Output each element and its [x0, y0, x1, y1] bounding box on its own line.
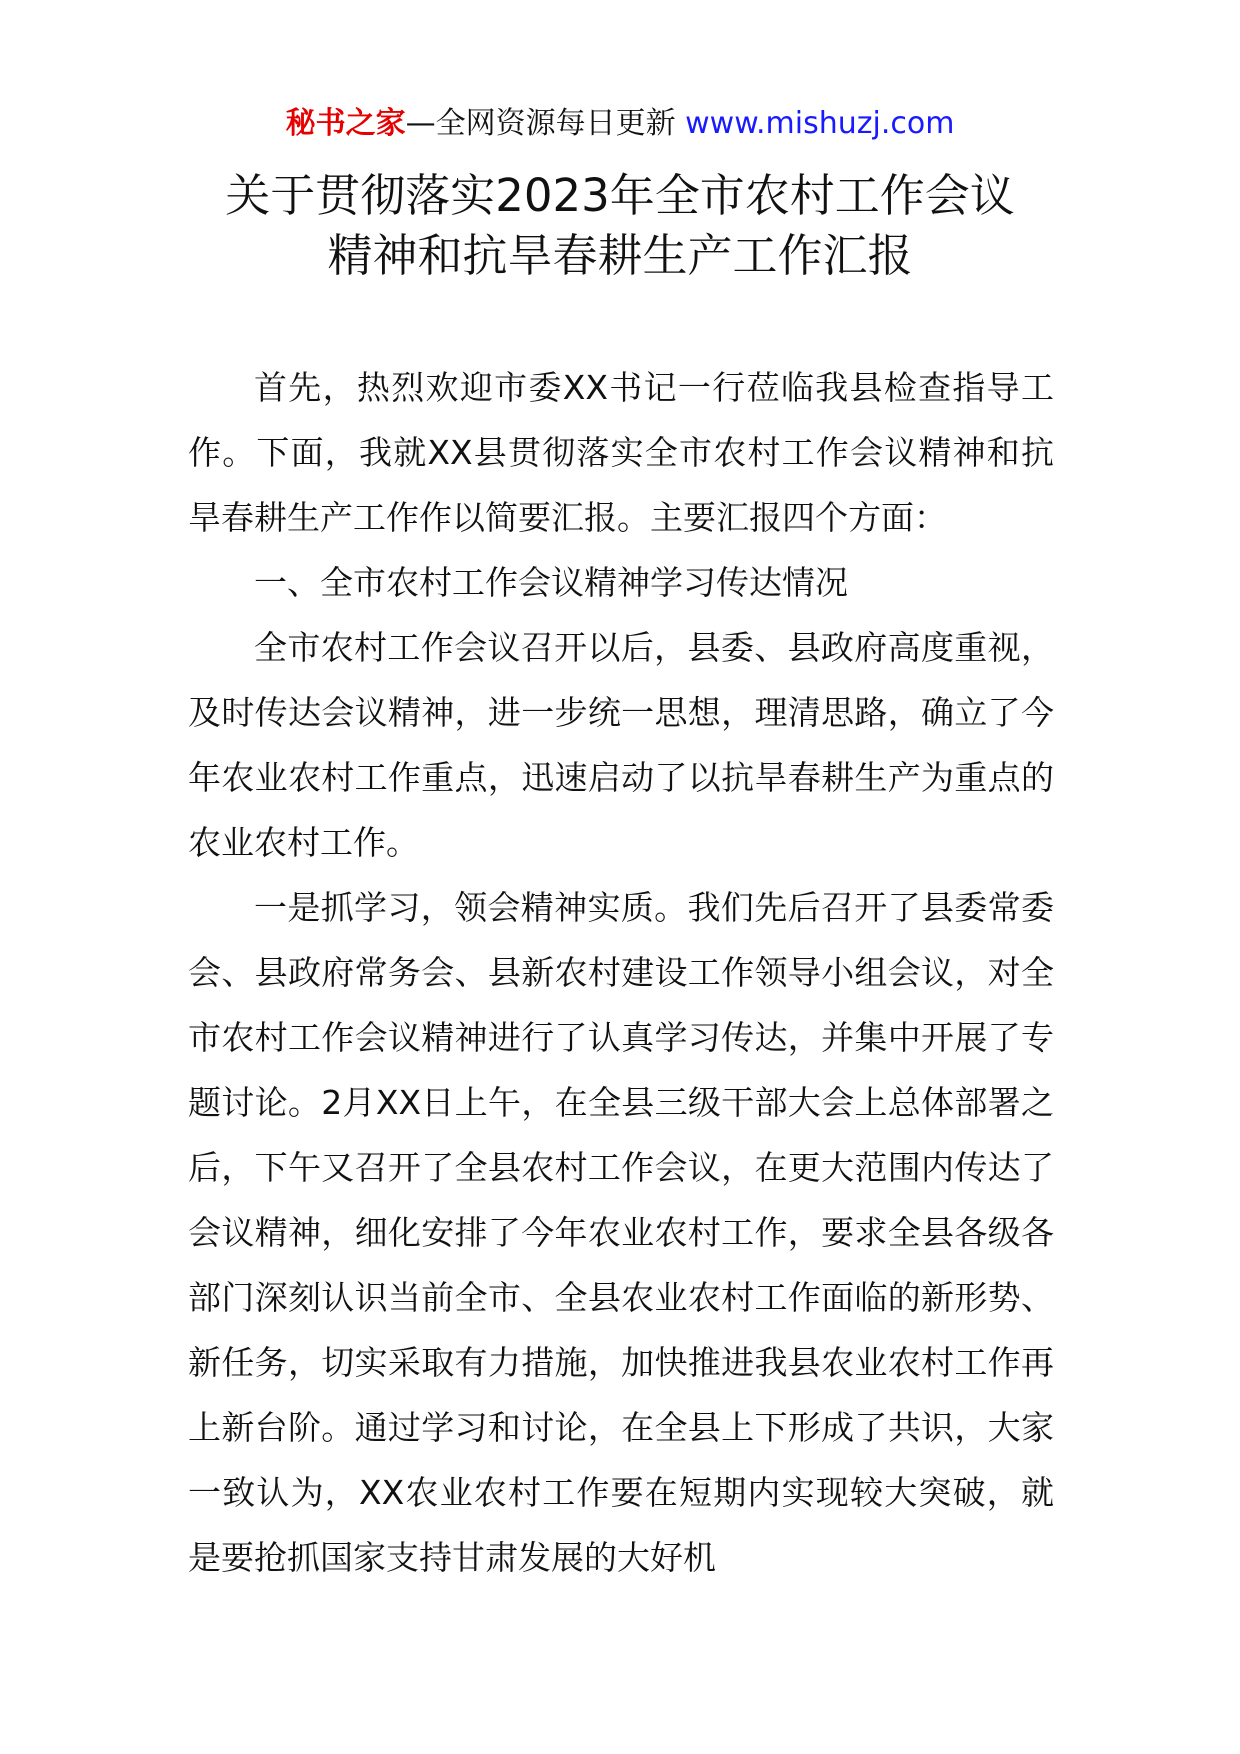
body-paragraph: 一是抓学习，领会精神实质。我们先后召开了县委常委会、县政府常务会、县新农村建设工作领导小组会议，对全市农村工作会议精神进行了认真学习传达，并集中开展了专题讨论。2月XX日上午，在全县三级干部大会上总体部署之后，下午又召开了全县农村工作会议，在更大范围内传达了会议精神，细化安排了今年农业农村工作，要求全县各级各部门深刻认识当前全市、全县农业农村工作面临的新形势、新任务，切实采取有力措施，加快推进我县农业农村工作再上新台阶。通过学习和讨论，在全县上下形成了共识，大家一致认为，XX农业农村工作要在短期内实现较大突破，就是要抢抓国家支持甘肃发展的大好机: [188, 888, 1054, 1577]
site-header: [0, 104, 1240, 144]
section-heading-1: 一、全市农村工作会议精神学习传达情况: [254, 563, 848, 602]
title-line-2: 精神和抗旱春耕生产工作汇报: [327, 229, 913, 282]
document-body: [188, 355, 1054, 1590]
title-line-1: 关于贯彻落实2023年全市农村工作会议: [225, 169, 1015, 222]
header-tagline: —全网资源每日更新: [405, 106, 686, 141]
site-url-link[interactable]: www.mishuzj.com: [685, 106, 955, 141]
brand-name: 秘书之家: [285, 106, 406, 141]
document-title: [0, 166, 1240, 286]
intro-paragraph: 首先，热烈欢迎市委XX书记一行莅临我县检查指导工作。下面，我就XX县贯彻落实全市农村工作会议精神和抗旱春耕生产工作作以简要汇报。主要汇报四个方面：: [188, 368, 1054, 537]
body-paragraph: 全市农村工作会议召开以后，县委、县政府高度重视，及时传达会议精神，进一步统一思想，理清思路，确立了今年农业农村工作重点，迅速启动了以抗旱春耕生产为重点的农业农村工作。: [188, 628, 1054, 862]
